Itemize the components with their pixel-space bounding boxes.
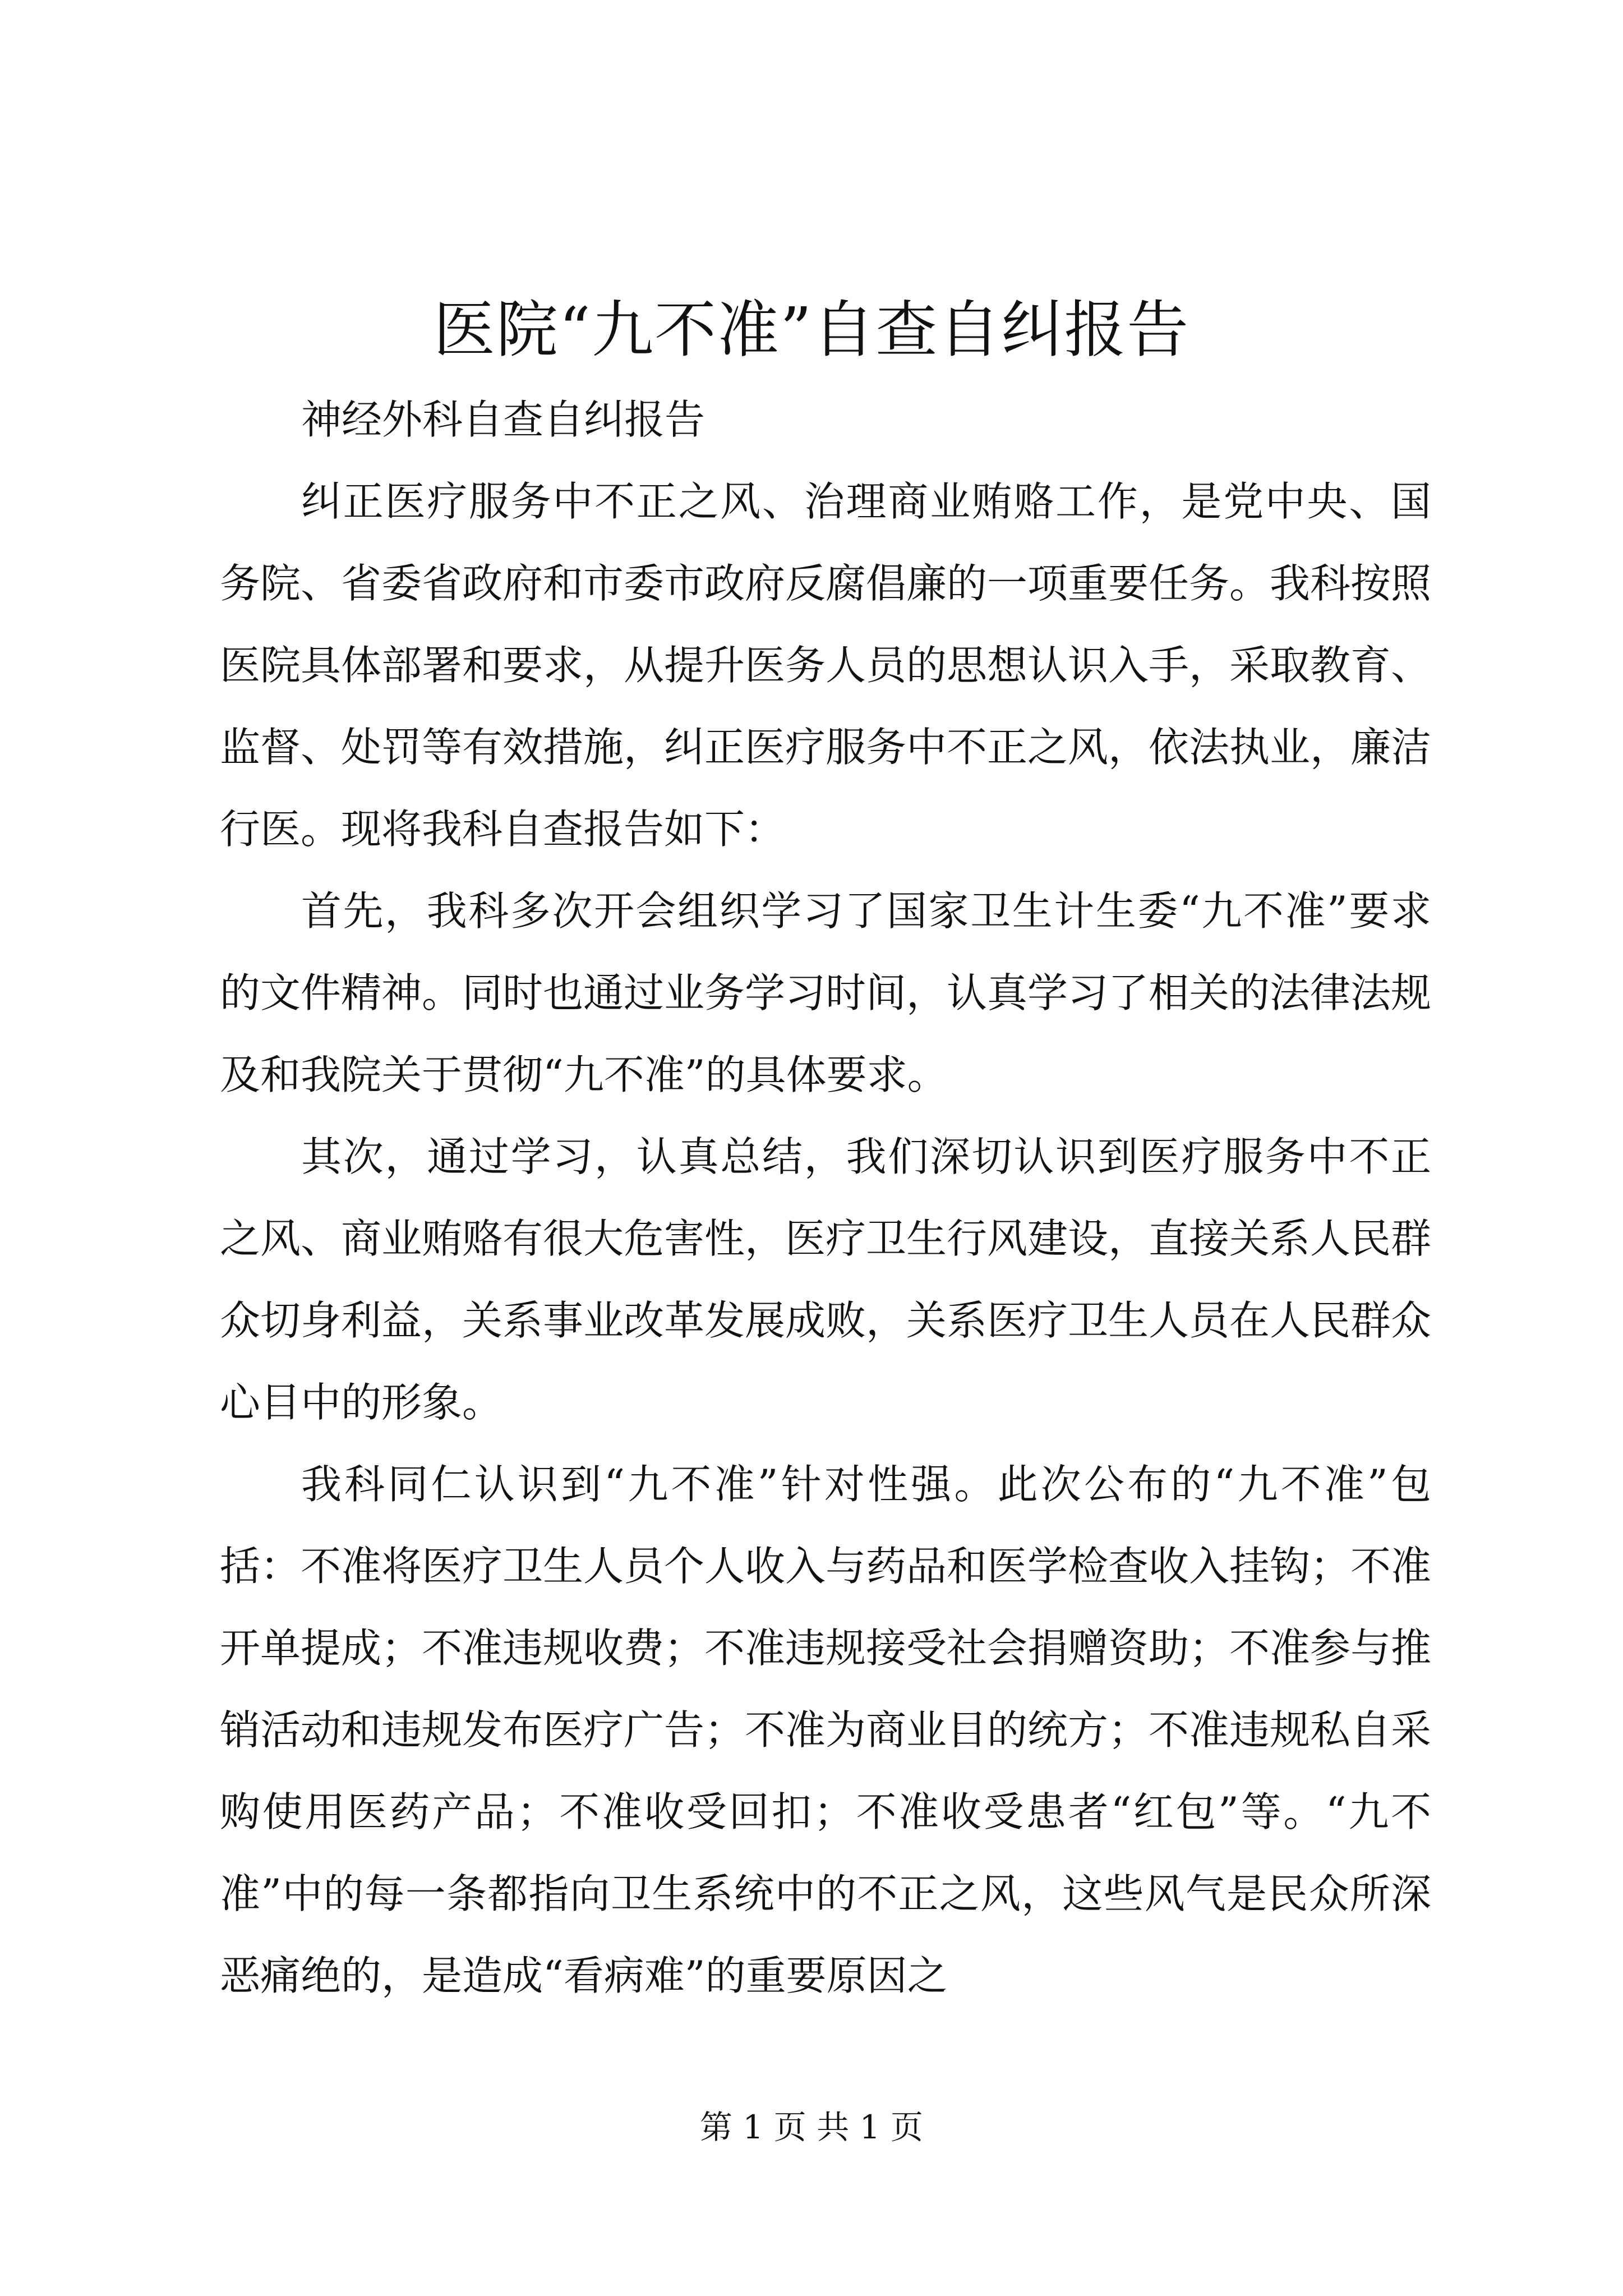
document-title: 医院“九不准”自查自纠报告	[433, 294, 1190, 366]
document-body	[220, 379, 1431, 2017]
subtitle-paragraph: 神经外科自查自纠报告	[301, 396, 706, 443]
body-paragraph: 纠正医疗服务中不正之风、治理商业贿赂工作，是党中央、国务院、省委省政府和市委市政府反腐倡廉的一项重要任务。我科按照医院具体部署和要求，从提升医务人员的思想认识入手，采取教育、监督、处罚等有效措施，纠正医疗服务中不正之风，依法执业，廉洁行医。现将我科自查报告如下：	[220, 478, 1432, 853]
body-paragraph: 我科同仁认识到“九不准”针对性强。此次公布的“九不准”包括：不准将医疗卫生人员个人收入与药品和医学检查收入挂钩；不准开单提成；不准违规收费；不准违规接受社会捐赠资助；不准参与推销活动和违规发布医疗广告；不准为商业目的统方；不准违规私自采购使用医药产品；不准收受回扣；不准收受患者“红包”等。“九不准”中的每一条都指向卫生系统中的不正之风，这些风气是民众所深恶痛绝的，是造成“看病难”的重要原因之	[220, 1461, 1432, 1999]
body-paragraph: 其次，通过学习，认真总结，我们深切认识到医疗服务中不正之风、商业贿赂有很大危害性，医疗卫生行风建设，直接关系人民群众切身利益，关系事业改革发展成败，关系医疗卫生人员在人民群众心目中的形象。	[220, 1133, 1432, 1426]
page-number-footer: 第 1 页 共 1 页	[700, 2108, 923, 2146]
body-paragraph: 首先，我科多次开会组织学习了国家卫生计生委“九不准”要求的文件精神。同时也通过业务学习时间，认真学习了相关的法律法规及和我院关于贯彻“九不准”的具体要求。	[220, 887, 1432, 1098]
